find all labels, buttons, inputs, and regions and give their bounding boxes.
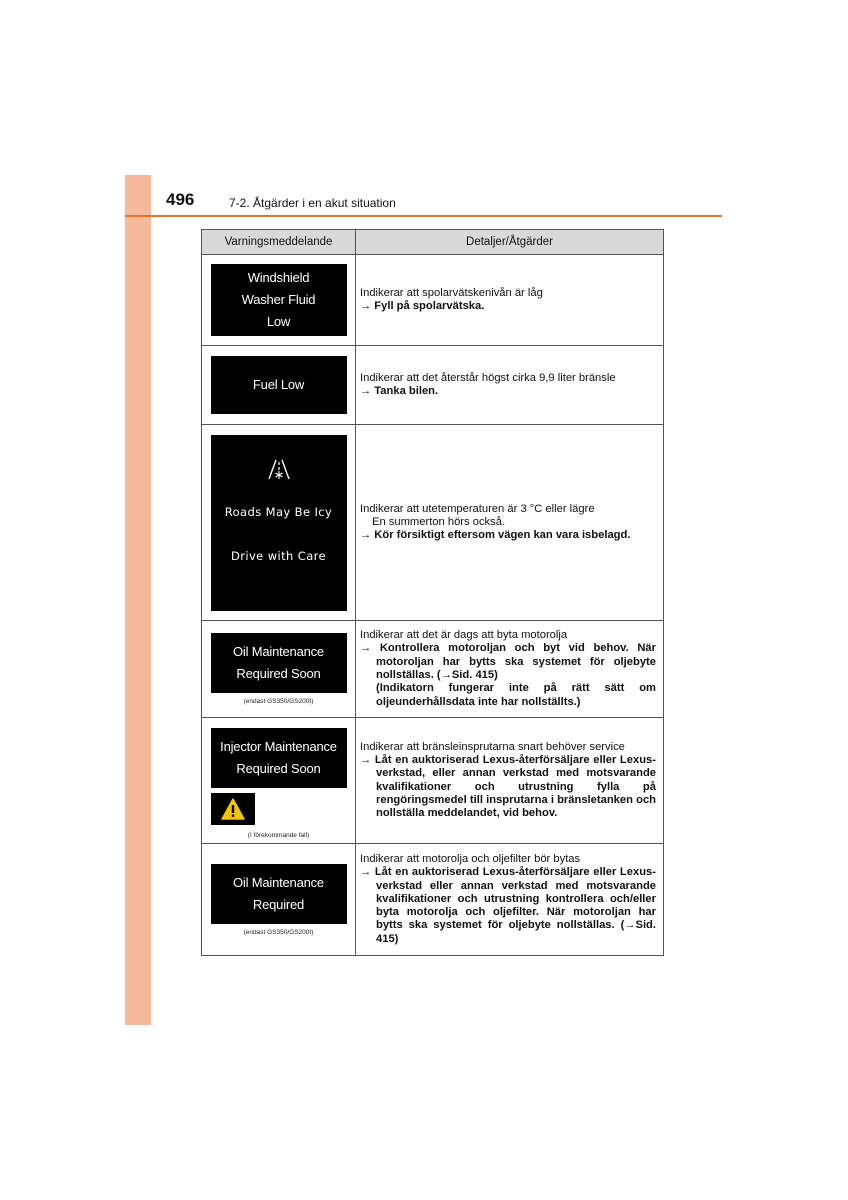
col-header-message: Varningsmeddelande <box>202 230 356 255</box>
detail-text: Indikerar att det är dags att byta motorolja <box>360 629 568 642</box>
display-injector-maintenance <box>211 728 347 788</box>
display-line: Roads May Be Icy <box>224 504 333 519</box>
display-oil-maintenance-required <box>211 864 347 924</box>
action-text: → Låt en auktoriserad Lexus-återförsäljare eller Lexus-verkstad eller annan verkstad med motsvarande kvalifikationer och utrustning kontrollera och/eller byta motorolja och oljefilter. När motoroljan har bytts ska systemet för oljebyte nollställas. (→Sid. 415) <box>360 866 656 945</box>
display-line: Windshield <box>247 270 310 285</box>
table-row <box>202 255 664 346</box>
action-text: → Kör försiktigt eftersom vägen kan vara isbelagd. <box>360 529 631 542</box>
display-oil-maintenance-soon <box>211 633 347 693</box>
message-image-cell <box>202 621 356 718</box>
detail-text: Indikerar att bränsleinsprutarna snart behöver service <box>360 740 625 753</box>
display-line: Injector Maintenance <box>220 739 337 754</box>
action-text: → Tanka bilen. <box>360 385 439 397</box>
action-subtext: (Indikatorn fungerar inte på rätt sätt om oljeunderhållsdata inte har nollställts.) <box>376 682 656 708</box>
display-line: Low <box>266 314 291 329</box>
section-title: 7-2. Åtgärder i en akut situation <box>229 196 396 210</box>
availability-note: (I förekommande fall) <box>247 832 310 839</box>
warning-messages-table <box>201 229 664 956</box>
detail-text: Indikerar att spolarvätskenivån är låg <box>360 286 543 299</box>
details-cell <box>356 346 664 425</box>
display-washer-fluid <box>211 264 347 336</box>
message-image-cell <box>202 346 356 425</box>
display-line: Fuel Low <box>252 377 305 392</box>
action-text: → Låt en auktoriserad Lexus-återförsäljare eller Lexus-verkstad, eller annan verkstad med motsvarande kvalifikationer och utrustning fylla på rengöringsmedel till insprutarna i bränsletanken och nollställa meddelandet, vid behov. <box>360 753 656 820</box>
warning-triangle-icon <box>221 798 245 820</box>
message-image-cell <box>202 844 356 956</box>
table-row <box>202 621 664 718</box>
icy-road-icon <box>266 457 292 481</box>
detail-text: Indikerar att det återstår högst cirka 9,9 liter bränsle <box>360 371 616 384</box>
display-line: Oil Maintenance <box>233 874 324 890</box>
detail-text: Indikerar att utetemperaturen är 3 °C eller lägre <box>360 502 595 515</box>
message-image-cell <box>202 718 356 844</box>
page-number: 496 <box>166 190 195 209</box>
table-row <box>202 718 664 844</box>
message-image-cell <box>202 425 356 621</box>
details-cell <box>356 844 664 956</box>
table-row <box>202 346 664 425</box>
col-header-details: Detaljer/Åtgärder <box>356 230 664 255</box>
details-cell <box>356 425 664 621</box>
table-row <box>202 425 664 621</box>
action-text: → Kontrollera motoroljan och byt vid behov. När motoroljan har bytts ska systemet för oljebyte nollställas. (→Sid. 415) <box>360 642 656 681</box>
display-line: Required Soon <box>236 666 321 681</box>
header-rule <box>125 215 722 217</box>
model-note: (endast GS350/GS200t) <box>243 928 314 936</box>
side-color-strip <box>125 175 151 1025</box>
detail-text: Indikerar att motorolja och oljefilter bör bytas <box>360 852 581 865</box>
display-line: Washer Fluid <box>241 292 316 307</box>
display-line: Oil Maintenance <box>233 644 324 659</box>
display-line: Required <box>252 896 305 912</box>
display-line: Required Soon <box>236 761 321 776</box>
table-header-row <box>202 230 664 255</box>
details-cell <box>356 718 664 844</box>
model-note: (endast GS350/GS200t) <box>243 698 314 705</box>
detail-subtext: En summerton hörs också. <box>372 515 506 528</box>
action-text: → Fyll på spolarvätska. <box>360 300 485 312</box>
display-fuel-low <box>211 356 347 414</box>
display-line: Drive with Care <box>231 548 326 563</box>
message-image-cell <box>202 255 356 346</box>
display-roads-icy <box>211 435 347 611</box>
master-warning-indicator <box>211 793 255 825</box>
details-cell <box>356 255 664 346</box>
table-row <box>202 844 664 956</box>
details-cell <box>356 621 664 718</box>
